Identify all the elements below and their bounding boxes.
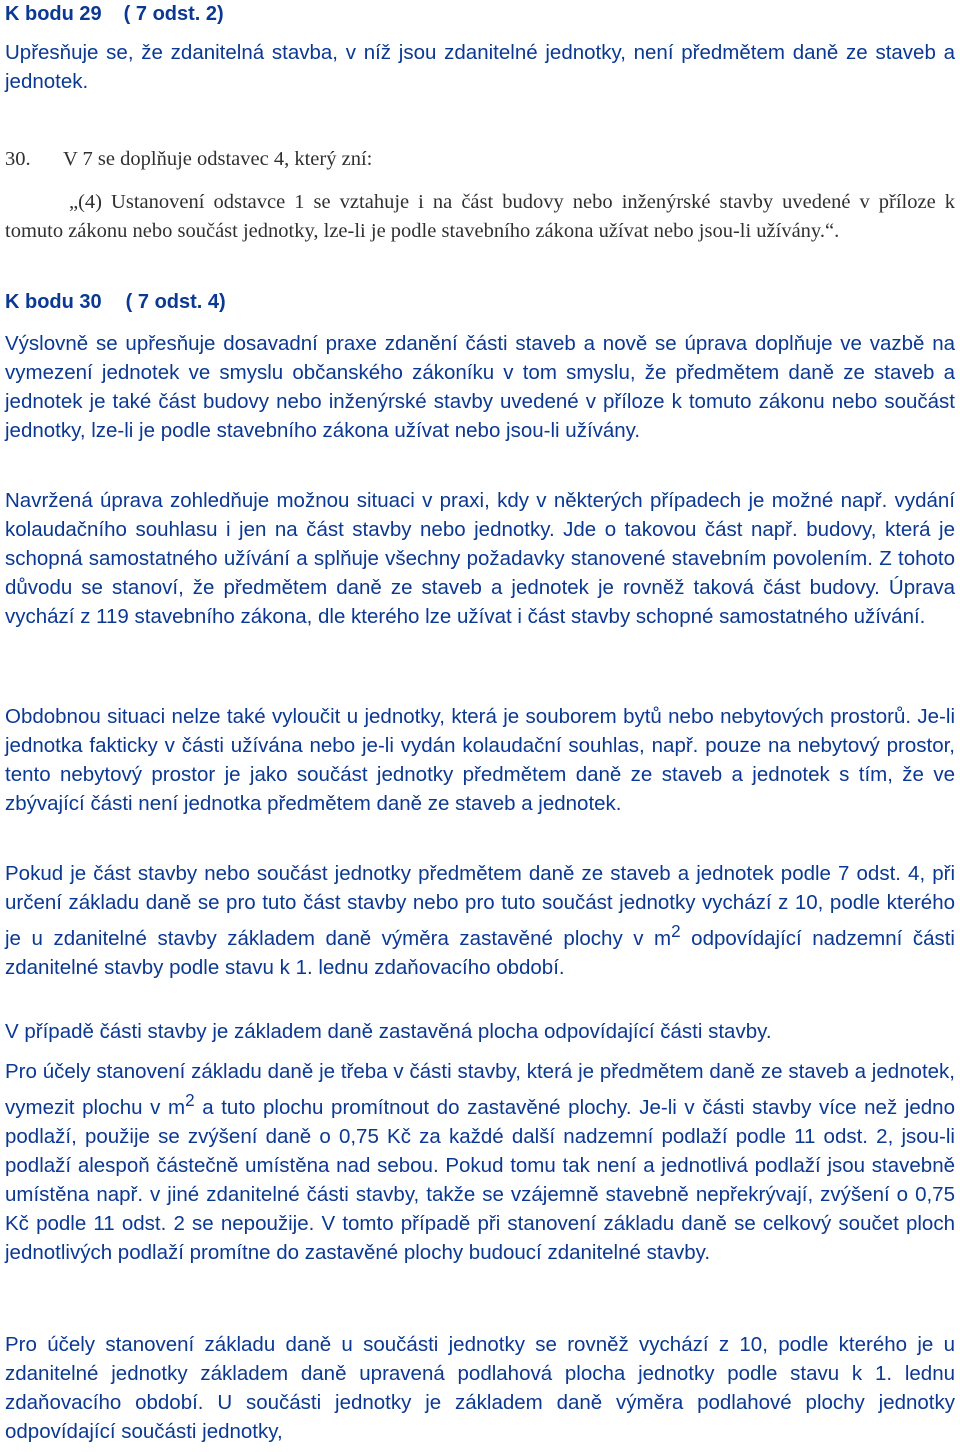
- paragraph-30-4: [5, 859, 955, 982]
- amendment-item-30: [5, 145, 955, 174]
- heading-reference: ( 7 odst. 2): [123, 3, 224, 25]
- quoted-provision: „(4) Ustanovení odstavce 1 se vztahuje i na část budovy nebo inženýrské stavby uvedené v příloze k tomuto zákonu nebo součást jednotky, lze-li je podle stavebního zákona užívat nebo jsou-li užívány.“.: [5, 191, 955, 242]
- paragraph-text: Pro účely stanovení základu daně je třeba v části stavby, která je předmětem daně ze staveb a jednotek, vymezit plochu v m: [5, 1060, 955, 1119]
- section-heading-29: [5, 2, 224, 26]
- paragraph-30-2: Navržená úprava zohledňuje možnou situaci v praxi, kdy v některých případech je možné např. vydání kolaudačního souhlasu i jen na část stavby nebo jednotky. Jde o takovou část např. budovy, která je schopná samostatného užívání a splňuje všechny požadavky stanovené stavebním povolením. Z tohoto důvodu se stanoví, že předmětem daně ze staveb a jednotek je rovněž taková část budovy. Úprava vychází z 119 stavebního zákona, dle kterého lze užívat i část stavby schopné samostatného užívání.: [5, 489, 955, 628]
- heading-label: K bodu 30: [5, 291, 102, 313]
- paragraph-30-5: V případě části stavby je základem daně zastavěná plocha odpovídající části stavby.: [5, 1020, 772, 1043]
- heading-reference: ( 7 odst. 4): [125, 291, 226, 313]
- paragraph-text: Pokud je část stavby nebo součást jednotky předmětem daně ze staveb a jednotek podle 7 odst. 4, při určení základu daně se pro tuto část stavby nebo pro tuto součást jednotky vychází z 10, podle kterého je u zdanitelné stavby základem daně výměra zastavěné plochy v m: [5, 862, 955, 950]
- paragraph-30-3: Obdobnou situaci nelze také vyloučit u jednotky, která je souborem bytů nebo nebytových prostorů. Je-li jednotka fakticky v části užívána nebo je-li vydán kolaudační souhlas, např. pouze na nebytový prostor, tento nebytový prostor je jako součást jednotky předmětem daně ze staveb a jednotek s tím, že ve zbývající části není jednotka předmětem daně ze staveb a jednotek.: [5, 705, 955, 815]
- section-heading-30: [5, 290, 226, 314]
- paragraph-text-cont: a tuto plochu promítnout do zastavěné plochy. Je-li v části stavby více než jedno podlaží, použije se zvýšení daně o 0,75 Kč za každé další nadzemní podlaží podle 11 odst. 2, jsou-li podlaží alespoň částečně umístěna nad sebou. Pokud tomu tak není a jednotlivá podlaží jsou stavebně umístěna např. v jiné zdanitelné části stavby, takže se vzájemně stavebně nepřekrývají, zvýšení o 0,75 Kč podle 11 odst. 2 se nepoužije. V tomto případě při stanovení základu daně se celkový součet ploch jednotlivých podlaží promítne do zastavěné plochy budoucí zdanitelné stavby.: [5, 1095, 955, 1264]
- superscript: 2: [671, 922, 681, 941]
- paragraph-30-7: Pro účely stanovení základu daně u součásti jednotky se rovněž vychází z 10, podle kterého je u zdanitelné jednotky základem daně upravená podlahová plocha jednotky podle stavu k 1. lednu zdaňovacího období. U součásti jednotky je základem daně výměra podlahové plochy jednotky odpovídající součásti jednotky,: [5, 1333, 955, 1443]
- item-number: 30.: [5, 148, 31, 170]
- heading-label: K bodu 29: [5, 3, 102, 25]
- paragraph-30-1: Výslovně se upřesňuje dosavadní praxe zdanění části staveb a nově se úprava doplňuje ve vazbě na vymezení jednotek ve smyslu občanského zákoníku v tom smyslu, že předmětem daně ze staveb a jednotek je také část budovy nebo inženýrské stavby uvedené v příloze k tomuto zákonu nebo součást jednotky, lze-li je podle stavebního zákona užívat nebo jsou-li užívány.: [5, 332, 955, 442]
- item-text: V 7 se doplňuje odstavec 4, který zní:: [63, 148, 373, 170]
- superscript: 2: [185, 1091, 195, 1110]
- paragraph-30-6: [5, 1057, 955, 1267]
- paragraph-text-cont: odpovídající nadzemní části zdanitelné stavby podle stavu k 1. lednu zdaňovacího období.: [5, 926, 955, 979]
- paragraph-29: Upřesňuje se, že zdanitelná stavba, v níž jsou zdanitelné jednotky, není předmětem daně ze staveb a jednotek.: [5, 41, 955, 93]
